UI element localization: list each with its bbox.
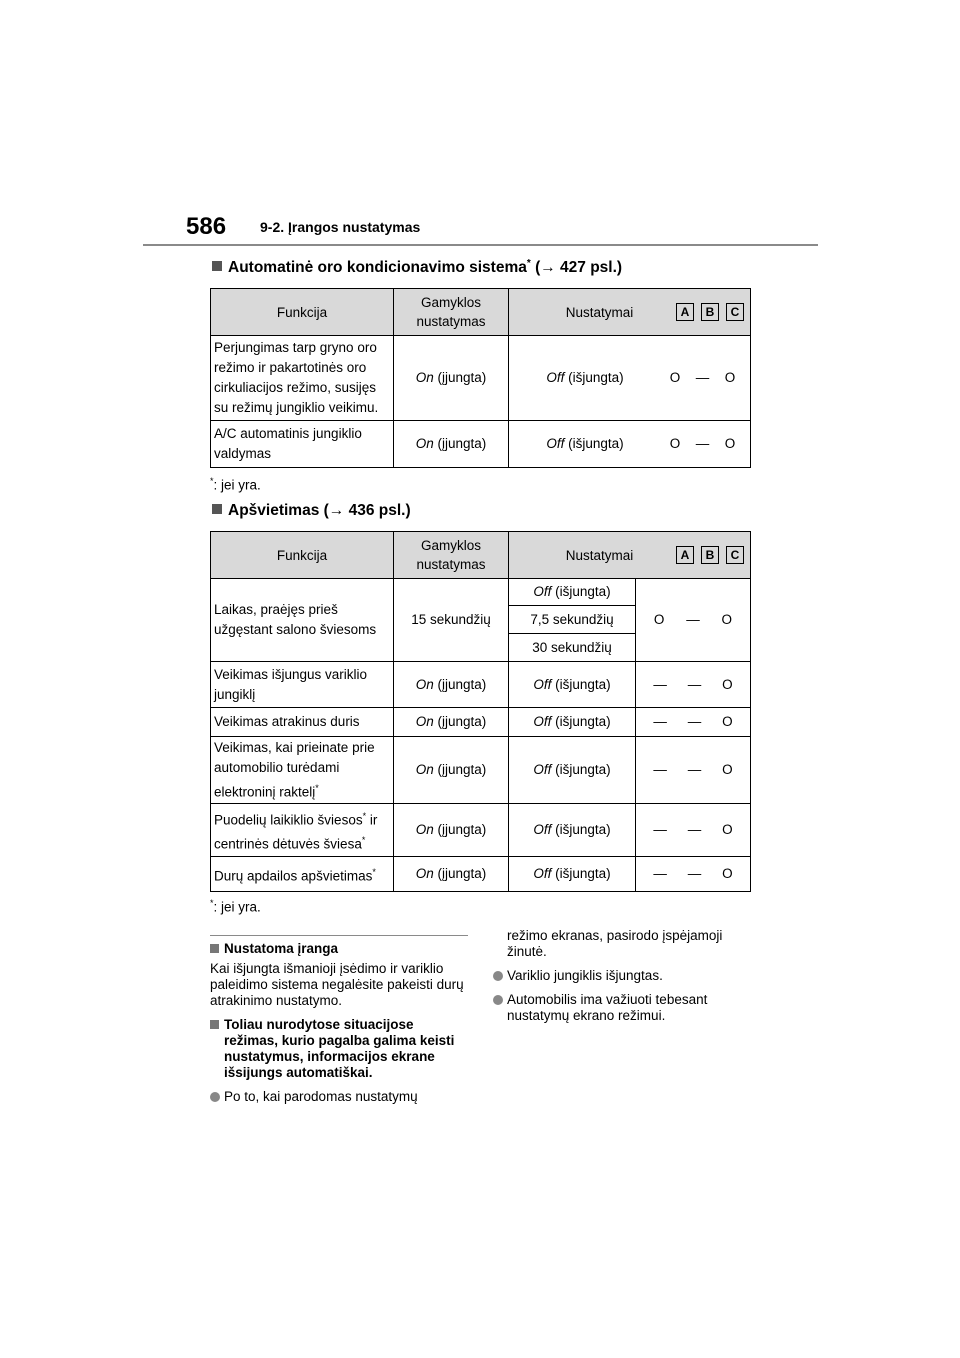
table-row — [211, 421, 751, 468]
label-a-icon: A — [676, 546, 694, 564]
factory-cell: On (įjungta) — [394, 336, 509, 421]
note-bullet: Variklio jungiklis išjungtas. — [493, 968, 751, 984]
settings-cell: Off (išjungta) — [509, 857, 636, 892]
settings-options-cell: Off (išjungta) 7,5 sekundžių 30 sekundžių — [509, 579, 636, 662]
table-row — [211, 336, 751, 421]
page-number: 586 — [186, 213, 227, 240]
table-header-row — [211, 289, 751, 336]
function-cell: Perjungimas tarp gryno oro režimo ir pakartotinės oro cirkuliacijos režimo, susijęs su režimų jungiklio veikimu. — [211, 336, 394, 421]
function-cell: Veikimas atrakinus duris — [211, 708, 394, 737]
settings-cell: Off (išjungta) O — O — [509, 336, 751, 421]
note-paragraph: Kai išjungta išmanioji įsėdimo ir variklio paleidimo sistema negalėsite pakeisti durų atrakinimo nustatymo. — [210, 961, 464, 1008]
square-bullet-icon — [210, 944, 219, 953]
abc-cell: — — O — [636, 737, 751, 804]
note-bullet: Automobilis ima važiuoti tebesant nustatymų ekrano režimui. — [493, 992, 751, 1024]
abc-cell: — — O — [636, 708, 751, 737]
footnote-lighting: *: jei yra. — [210, 898, 261, 915]
factory-cell: On (įjungta) — [394, 857, 509, 892]
table-row — [211, 708, 751, 737]
notes-divider — [210, 935, 468, 936]
abc-cell: — — O — [636, 804, 751, 857]
section-title-climate: Automatinė oro kondicionavimo sistema* (→ 427 psl.) — [212, 258, 622, 277]
col-header-function: Funkcija — [211, 532, 394, 579]
col-header-factory: Gamyklos nustatymas — [394, 532, 509, 579]
abc-cell: — — O — [636, 857, 751, 892]
label-b-icon: B — [701, 546, 719, 564]
square-bullet-icon — [210, 1020, 219, 1029]
function-cell: Puodelių laikiklio šviesos* ir centrinės dėtuvės šviesa* — [211, 804, 394, 857]
note-bullet: Po to, kai parodomas nustatymų — [210, 1089, 468, 1105]
factory-cell: On (įjungta) — [394, 804, 509, 857]
table-row — [211, 857, 751, 892]
factory-cell: On (įjungta) — [394, 421, 509, 468]
header-divider — [143, 244, 818, 246]
settings-cell: Off (išjungta) — [509, 662, 636, 708]
col-header-settings: Nustatymai A B C — [509, 289, 751, 336]
label-c-icon: C — [726, 303, 744, 321]
table-row — [211, 804, 751, 857]
factory-cell: On (įjungta) — [394, 708, 509, 737]
function-cell: Laikas, praėjęs prieš užgęstant salono šviesoms — [211, 579, 394, 662]
chapter-title: 9-2. Įrangos nustatymas — [260, 219, 421, 235]
label-c-icon: C — [726, 546, 744, 564]
settings-cell: Off (išjungta) — [509, 804, 636, 857]
factory-cell: On (įjungta) — [394, 737, 509, 804]
round-bullet-icon — [493, 971, 503, 981]
function-cell: Veikimas, kai prieinate prie automobilio turėdami elektroninį raktelį* — [211, 737, 394, 804]
label-b-icon: B — [701, 303, 719, 321]
square-bullet-icon — [212, 504, 222, 514]
col-header-function: Funkcija — [211, 289, 394, 336]
note-heading-equipment: Nustatoma įranga — [210, 941, 468, 957]
notes-right-column — [493, 928, 751, 1032]
settings-cell: Off (išjungta) — [509, 708, 636, 737]
abc-cell: — — O — [636, 662, 751, 708]
climate-settings-table — [210, 288, 751, 468]
round-bullet-icon — [493, 995, 503, 1005]
function-cell: A/C automatinis jungiklio valdymas — [211, 421, 394, 468]
label-a-icon: A — [676, 303, 694, 321]
section-title-lighting: Apšvietimas (→ 436 psl.) — [212, 502, 411, 520]
footnote-climate: *: jei yra. — [210, 476, 261, 493]
col-header-factory: Gamyklos nustatymas — [394, 289, 509, 336]
table-row — [211, 579, 751, 662]
round-bullet-icon — [210, 1092, 220, 1102]
settings-cell: Off (išjungta) — [509, 737, 636, 804]
lighting-settings-table — [210, 531, 751, 892]
factory-cell: 15 sekundžių — [394, 579, 509, 662]
note-bullet-continuation: režimo ekranas, pasirodo įspėjamoji žinutė. — [507, 928, 723, 959]
col-header-settings: Nustatymai A B C — [509, 532, 751, 579]
function-cell: Durų apdailos apšvietimas* — [211, 857, 394, 892]
table-row — [211, 662, 751, 708]
square-bullet-icon — [212, 261, 222, 271]
settings-cell: Off (išjungta) O — O — [509, 421, 751, 468]
factory-cell: On (įjungta) — [394, 662, 509, 708]
note-heading-auto-off: Toliau nurodytose situacijose režimas, kurio pagalba galima keisti nustatymus, informacijos ekrane išsijungs automatiškai. — [210, 1017, 468, 1081]
function-cell: Veikimas išjungus variklio jungiklį — [211, 662, 394, 708]
table-row — [211, 737, 751, 804]
notes-left-column — [210, 941, 468, 1113]
table-header-row — [211, 532, 751, 579]
abc-cell: O — O — [636, 579, 751, 662]
